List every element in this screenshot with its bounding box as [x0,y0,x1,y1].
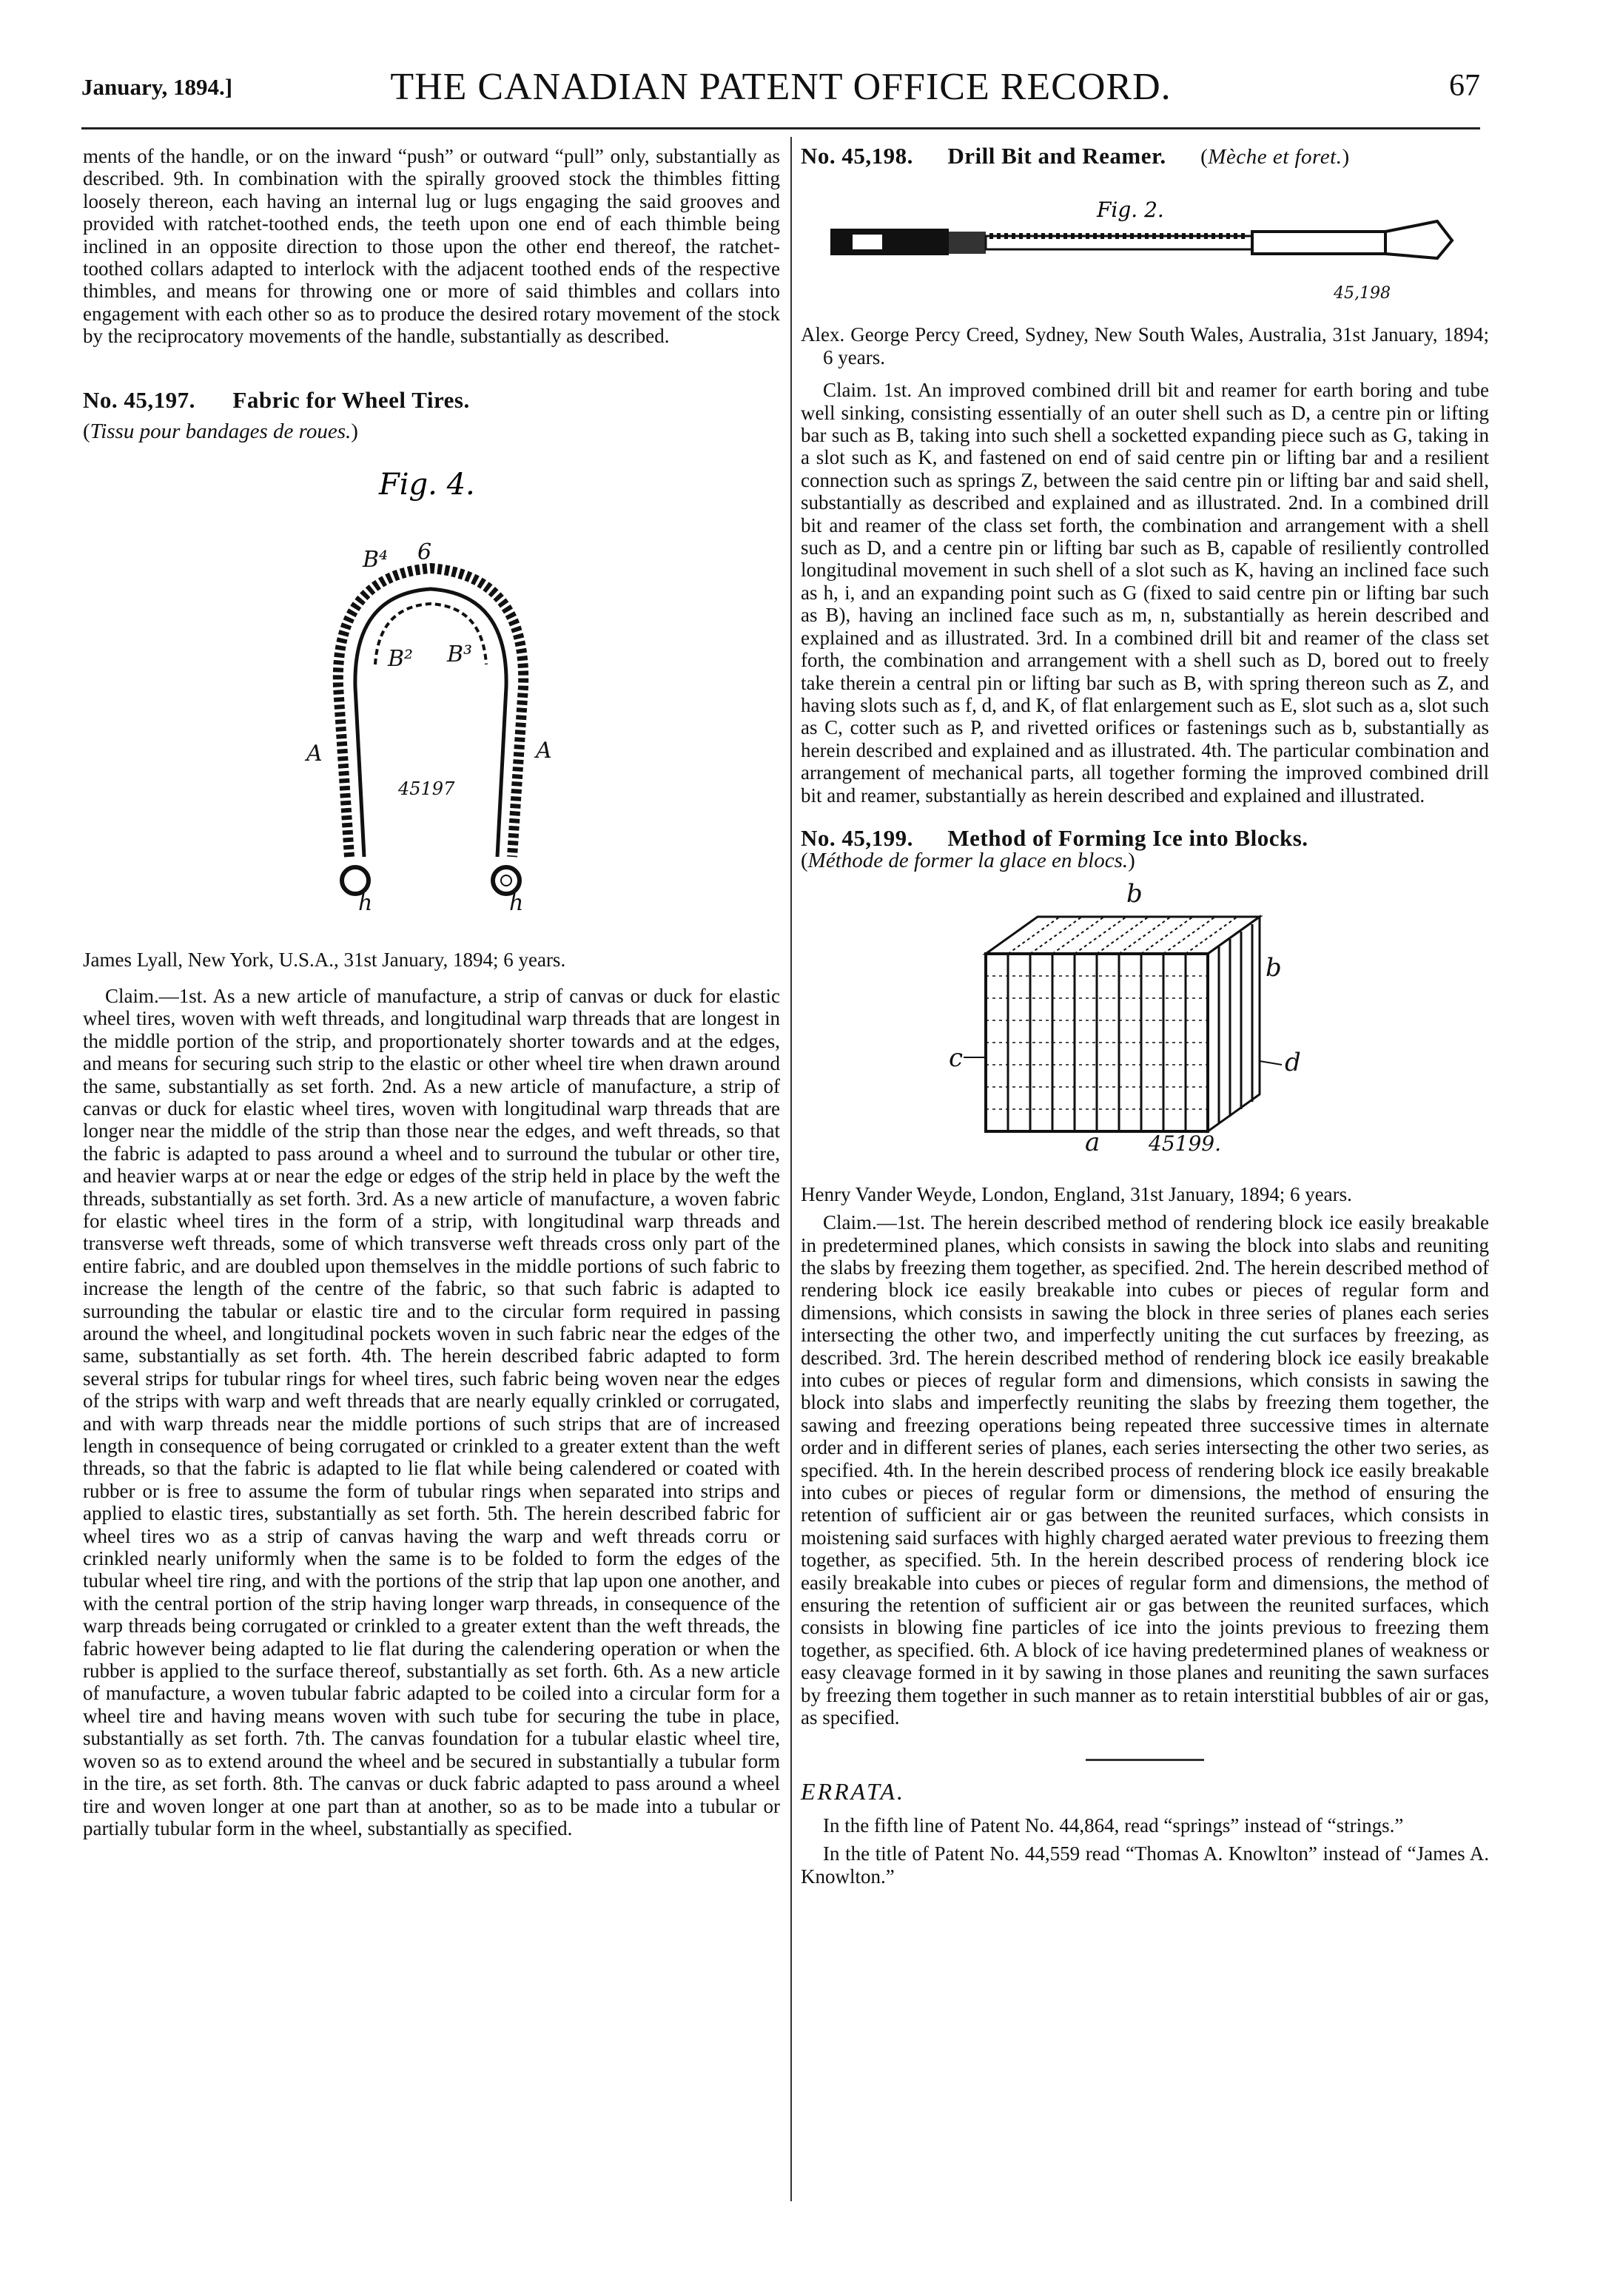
page-number: 67 [1449,69,1480,103]
inventor-line: Alex. George Percy Creed, Sydney, New South Wales, Australia, 31st January, 1894; 6 years. [801,323,1489,368]
patent-number: No. 45,198. [801,143,913,169]
patent-french-title: (Méthode de former la glace en blocs.) [801,849,1135,873]
claim-text: Claim. 1st. An improved combined drill bit and reamer for earth boring and tube well sinking, consisting essentially of an outer shell such as D, a centre pin or lifting bar such as B, taking into such shell a socketted expanding piece such as G, taking in a slot such as K, and fastened on end of said centre pin or lifting bar and a resilient connection such as springs Z, between the said centre pin or lifting bar and said shell, substantially as described and explained and as illustrated. 2nd. In a combined drill bit and reamer of the class set forth, the combination and arrangement with a shell such as D, and a centre pin or lifting bar such as B, capable of resiliently controlled longitudinal movement in such shell of a slot such as K, having an inclined face such as h, i, and an expanding point such as G (fixed to said centre pin or lifting bar such as B), having an inclined face such as m, n, substantially as herein described and explained and as illustrated. 3rd. In a combined drill bit and reamer of the class set forth, the combination and arrangement with a shell such as D, bored out to freely take therein a central pin or lifting bar such as B, with spring thereon such as Z, and having slots such as f, d, and K, of flat enlargement such as E, slot such as a, slot such as C, cotter such as P, and rivetted orifices or fastenings such as b, substantially as herein described and explained and as illustrated. 4th. The particular combination and arrangement of mechanical parts, all together forming the improved combined drill bit and reamer, substantially as herein described and explained and illustrated. [801,379,1489,807]
figure-label: A [536,738,552,764]
figure-number: 45,198 [1334,284,1391,303]
figure-label: b [1126,878,1143,909]
patent-french-title: (Mèche et foret.) [1200,145,1350,169]
column-rule [790,137,792,2201]
figure-label: B² [388,646,414,673]
patent-number: No. 45,197. [83,386,195,413]
figure-label: h [509,890,524,911]
figure-drill-bit [801,168,1489,313]
figure-label: a [1085,1127,1100,1154]
issue-date: January, 1894.] [81,74,233,100]
inventor-line: Henry Vander Weyde, London, England, 31st January, 1894; 6 years. [801,1182,1352,1205]
figure-wheel-tire-fabric [83,442,780,910]
figure-ice-block [801,872,1489,1154]
errata-item: In the title of Patent No. 44,559 read “Thomas A. Knowlton” instead of “James A. Knowlton.” [801,1842,1489,1888]
errata-item: In the fifth line of Patent No. 44,864, read “springs” instead of “strings.” [823,1814,1404,1837]
publication-title: THE CANADIAN PATENT OFFICE RECORD. [390,66,1172,108]
figure-caption: Fig. 2. [1097,198,1164,223]
figure-label: B⁴ [363,547,389,573]
claim-text: Claim.—1st. The herein described method of rendering block ice easily breakable in predetermined planes, which consists in sawing the block into slabs and reuniting the slabs by freezing them together, as specified. 2nd. The herein described method of rendering block ice easily breakable into cubes or pieces of regular form and dimensions, which consists in sawing the block in three series of planes each series intersecting the other two, and imperfectly uniting the cut surfaces by freezing, as described. 3rd. The herein described method of rendering block ice easily breakable into cubes or pieces of regular form and dimensions, which consists in sawing the block into slabs and imperfectly reuniting the slabs by freezing them together, the sawing and freezing operations being repeated three successive times in alternate order and in different series of planes, each series intersecting the other two series, as specified. 4th. In the herein described process of rendering block ice easily breakable into cubes or pieces of regular form or dimensions, the method of ensuring the retention of sufficient air or gas between the reunited surfaces, which consists in moistening said surfaces with highly charged aerated water previous to freezing them together, as specified. 5th. In the herein described process of rendering block ice easily breakable into cubes or pieces of regular form and dimensions, the method of ensuring the retention of sufficient air or gas between the reunited surfaces, which consists in blowing fine particles of ice into the joints previous to freezing them together, as specified. 6th. A block of ice having predetermined planes of weakness or easy cleavage formed in it by sawing in those planes and reuniting the sawn surfaces by freezing them together in such manner as to retain interstitial bubbles of air or gas, as specified. [801,1211,1489,1729]
header-rule [81,127,1480,129]
patent-french-title: (Tissu pour bandages de roues.) [83,420,358,444]
continuation-text: ments of the handle, or on the inward “push” or outward “pull” only, substantially as described. 9th. In combination with the spirally grooved stock the thimbles fitting loosely thereon, each having an internal lug or lugs engaging the said grooves and provided with ratchet-toothed ends, the teeth upon one end of each thimble being inclined in an opposite direction to those upon the other end thereof, the ratchet-toothed collars adapted to interlock with the adjacent toothed ends of the respective thimbles, and means for throwing one or more of said thimbles and collars into engagement with each other so as to produce the desired rotary movement of the stock by the reciprocatory movements of the handle, substantially as described. [83,145,780,348]
inventor-line: James Lyall, New York, U.S.A., 31st January, 1894; 6 years. [83,949,566,972]
figure-number: 45197 [398,778,455,800]
patent-number: No. 45,199. [801,824,913,851]
patent-title: Method of Forming Ice into Blocks. [947,824,1308,851]
patent-heading [801,145,1489,168]
left-column [83,145,780,1839]
figure-label: d [1285,1047,1301,1077]
figure-number: 45199. [1149,1131,1221,1154]
figure-label: h [358,890,373,911]
figure-label: 6 [417,539,432,566]
figure-label: b [1266,952,1282,983]
patent-heading [801,824,1489,851]
page-header [81,68,1480,120]
figure-label: B³ [447,642,473,668]
patent-heading [83,386,780,413]
figure-label: A [306,741,323,767]
patent-title: Fabric for Wheel Tires. [232,386,470,413]
figure-caption: Fig. 4. [379,468,475,502]
right-column [801,145,1489,1888]
errata-heading: ERRATA. [801,1777,905,1805]
claim-text: Claim.—1st. As a new article of manufacture, a strip of canvas or duck for elastic wheel tires, woven with weft threads, and longitudinal warp threads that are longest in the middle portion of the strip, and proportionately shorter towards and at the edges, and means for securing such strip to the elastic or other wheel tire when drawn around the same, substantially as set forth. 2nd. As a new article of manufacture, a strip of canvas or duck for elastic wheel tires, woven with longitudinal warp threads that are longer near the middle of the strip than those near the edges, and weft threads, so that the fabric is adapted to pass around a wheel and to surround the tubular or other tire, and heavier warps at or near the edge or edges of the strip held in place by the weft the threads, substantially as set forth. 3rd. As a new article of manufacture, a woven fabric for elastic wheel tires in the form of a strip, with longitudinal warp threads and transverse weft threads, some of which transverse weft threads cross only part of the entire fabric, and are doubled upon themselves in the middle portions of such fabric to increase the length of the centre of the fabric, so that such fabric is adapted to surrounding the tabular or elastic tire and to the circular form required in passing around the wheel, and longitudinal pockets woven in such fabric near the edges of the same, substantially as set forth. 4th. The herein described fabric adapted to form several strips for tubular rings for wheel tires, such fabric being woven near the edges of the strips with warp and weft threads that are nearly equally crinkled or corrugated, and with warp threads near the middle portions of such strips that are of increased length in consequence of being corrugated or crinkled to a greater extent than the weft threads, so that the fabric is adapted to lie flat while being calendered or coated with rubber or is free to assume the form of tubular rings when separated into strips and applied to elastic tires, substantially as set forth. 5th. The herein described fabric for wheel tires wo as a strip of canvas having the warp and weft threads corru or crinkled nearly uniformly when the same is to be folded to form the edges of the tubular wheel tire ring, and with the portions of the strip that lap upon one another, and with the central portion of the strip having longer warp threads, in consequence of the warp threads being corrugated or crinkled to a greater extent than the weft threads, the fabric however being adapted to lie flat during the calendering operation or when the rubber is applied to the surface thereof, substantially as set forth. 6th. As a new article of manufacture, a woven tubular fabric adapted to be coiled into a circular form for a wheel tire and having means woven with such tube for securing the tube in place, substantially as set forth. 7th. The canvas foundation for a tubular elastic wheel tire, woven so as to extend around the wheel and be secured in substantially a tubular form in the tire, as set forth. 8th. The canvas or duck fabric adapted to pass around a wheel tire and woven longer at one part than at another, so as to be made into a tubular or partially tubular form in the wheel, substantially as specified. [83,984,780,1839]
patent-title: Drill Bit and Reamer. [947,143,1166,169]
figure-label: c [949,1043,964,1073]
